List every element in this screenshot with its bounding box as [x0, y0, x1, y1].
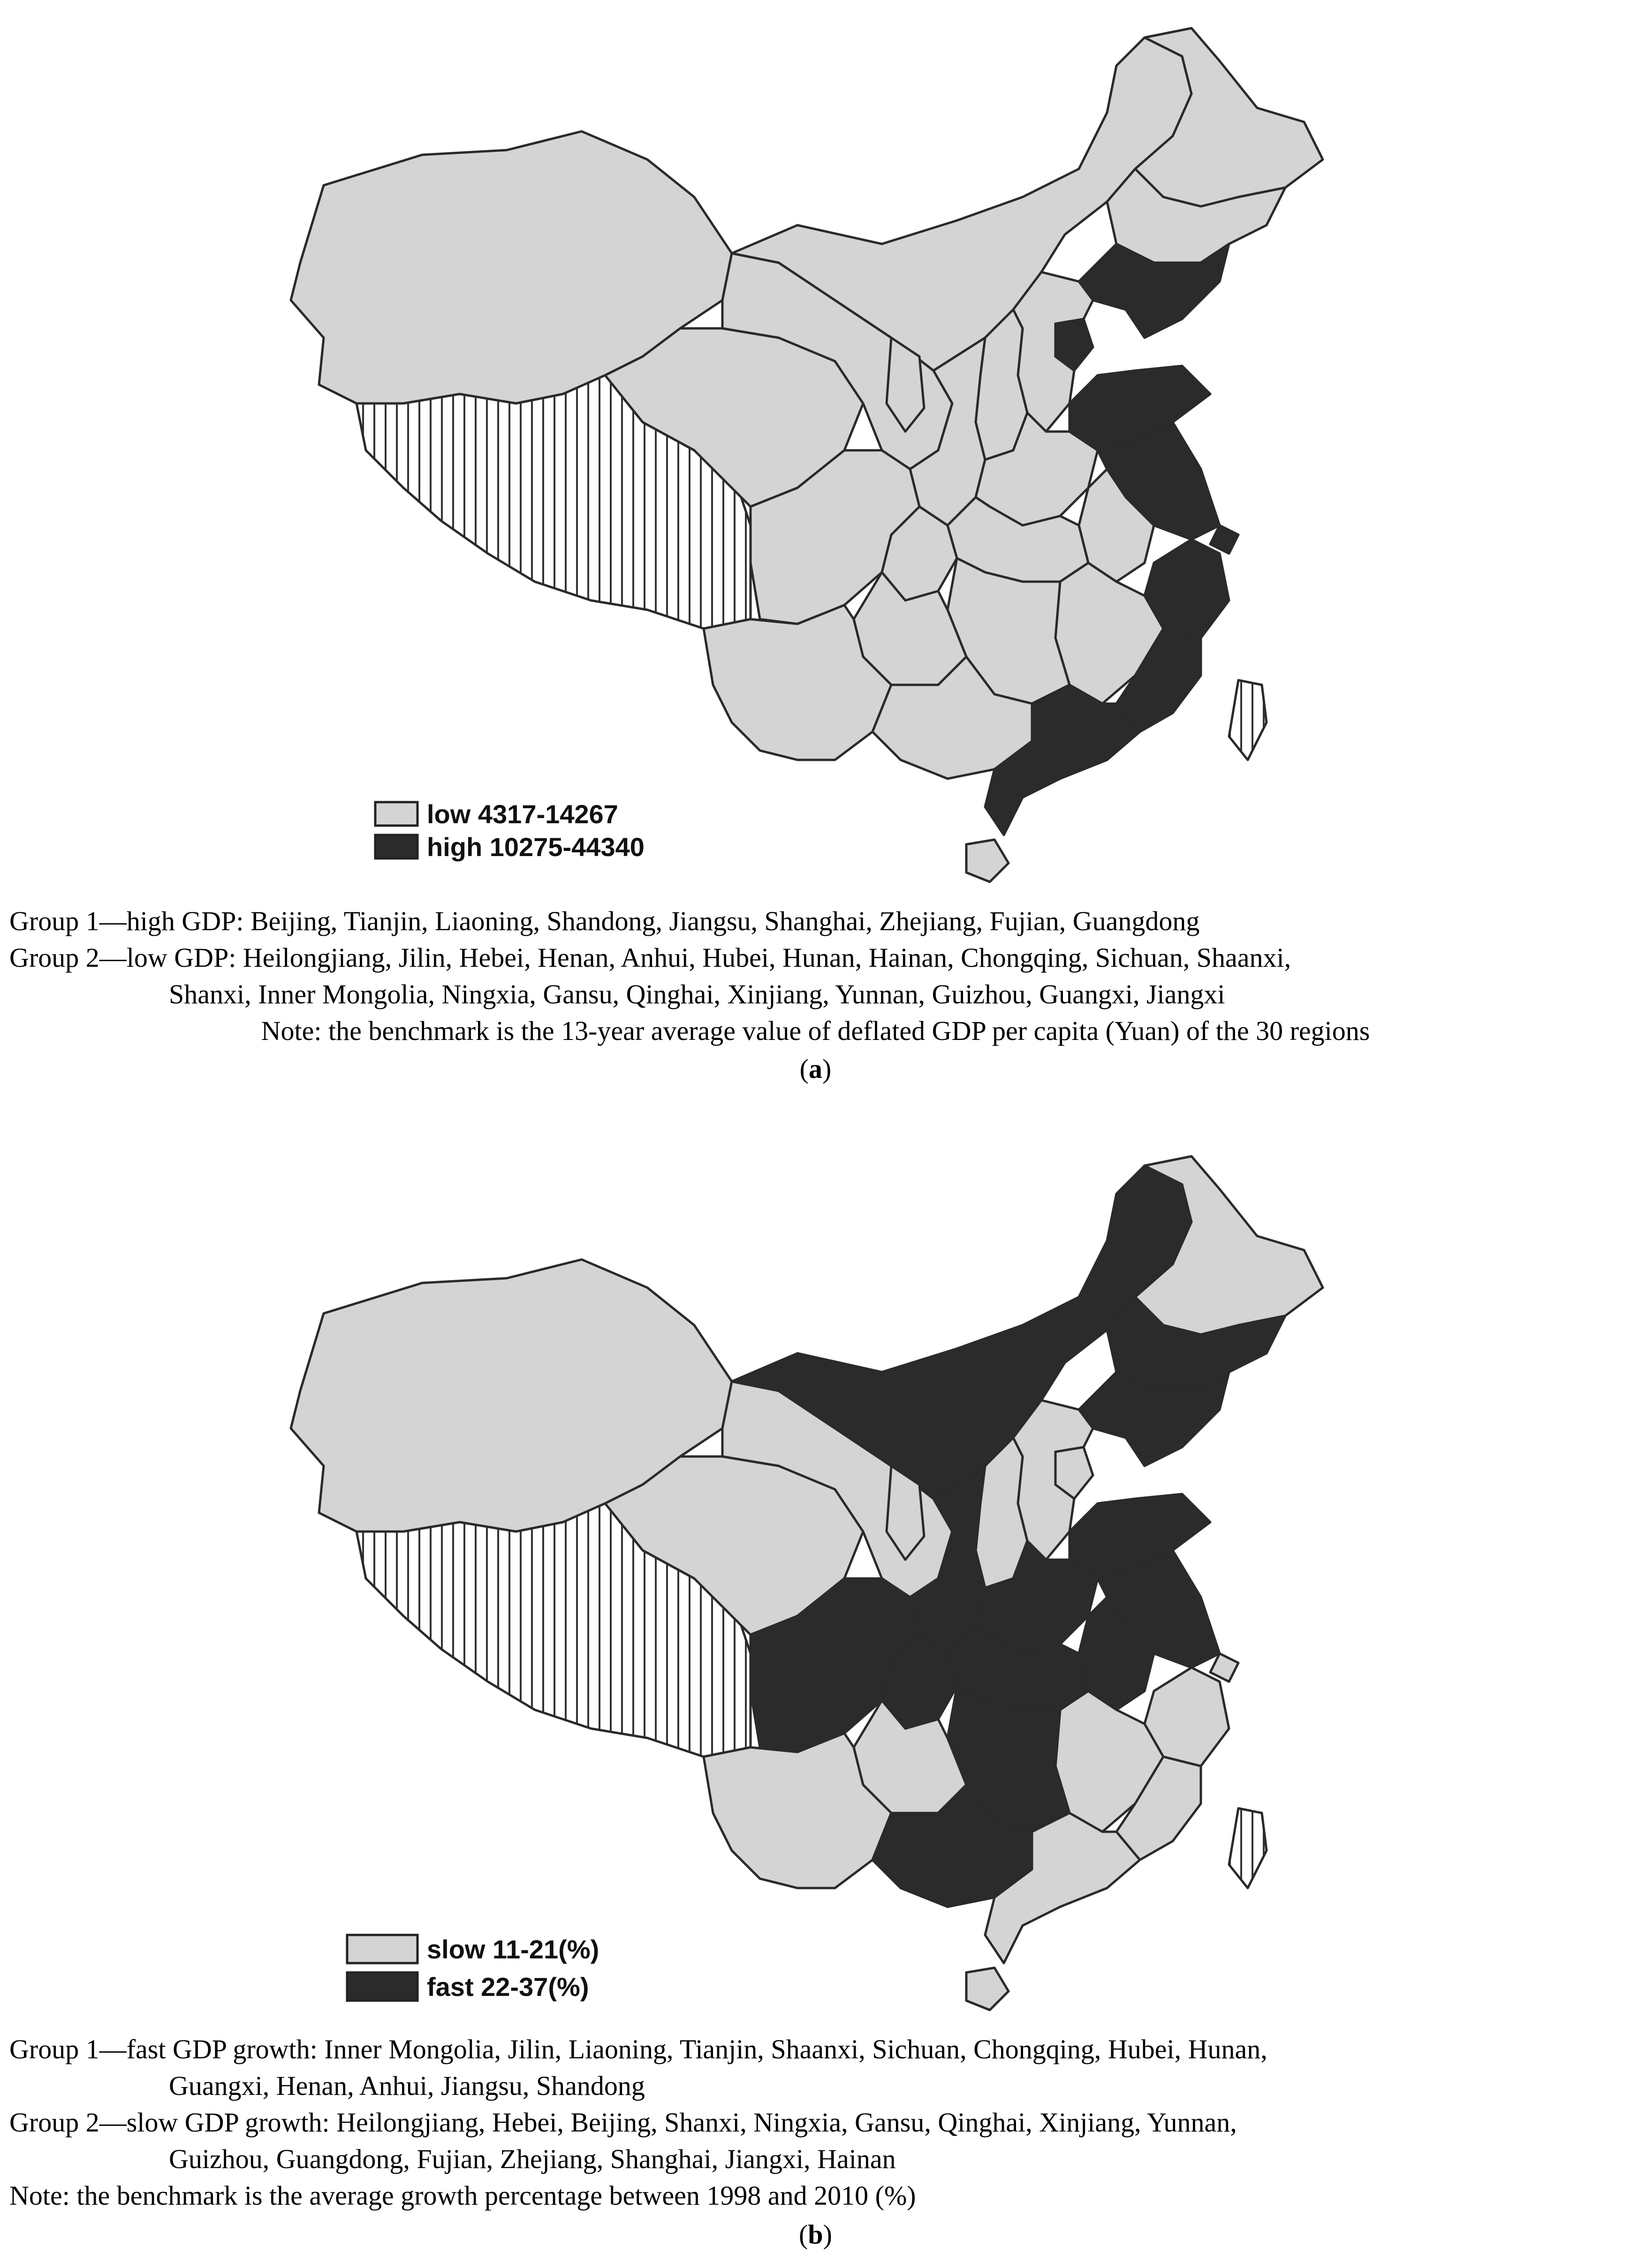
caption-b-label: (b) [799, 2219, 832, 2250]
legend-label-low: low 4317-14267 [427, 799, 618, 829]
caption-a-group2-line2: Shanxi, Inner Mongolia, Ningxia, Gansu, Qinghai, Xinjiang, Yunnan, Guizhou, Guangxi, Jiangxi [169, 979, 1225, 1009]
caption-b-group2-line1: Group 2—slow GDP growth: Heilongjiang, Hebei, Beijing, Shanxi, Ningxia, Gansu, Qinghai, Xinjiang, Yunnan, [9, 2107, 1237, 2138]
caption-b-group1-line1: Group 1—fast GDP growth: Inner Mongolia, Jilin, Liaoning, Tianjin, Shaanxi, Sichuan, Chongqing, Hubei, Hunan, [9, 2034, 1267, 2064]
caption-a-group2-line1: Group 2—low GDP: Heilongjiang, Jilin, Hebei, Henan, Anhui, Hubei, Hunan, Hainan, Chongqing, Sichuan, Shaanxi, [9, 942, 1291, 973]
caption-b-group1-line2: Guangxi, Henan, Anhui, Jiangsu, Shandong [169, 2071, 645, 2101]
legend-swatch-high [375, 835, 417, 858]
legend-swatch-slow [347, 1935, 417, 1963]
legend-swatch-low [375, 802, 417, 826]
caption-b-note: Note: the benchmark is the average growth percentage between 1998 and 2010 (%) [9, 2180, 916, 2211]
panel-b [0, 1128, 1631, 2268]
legend-swatch-fast [347, 1972, 417, 2001]
caption-a-label: (a) [799, 1054, 832, 1084]
caption-a-note: Note: the benchmark is the 13-year average value of deflated GDP per capita (Yuan) of the 30 regions [261, 1016, 1370, 1046]
legend-b [0, 1128, 1631, 2019]
legend-label-fast: fast 22-37(%) [427, 1972, 589, 2002]
legend-label-slow: slow 11-21(%) [427, 1934, 599, 1964]
legend-label-high: high 10275-44340 [427, 832, 645, 862]
caption-b-group2-line2: Guizhou, Guangdong, Fujian, Zhejiang, Shanghai, Jiangxi, Hainan [169, 2144, 896, 2174]
legend-a [0, 0, 1631, 891]
panel-a [0, 0, 1631, 1121]
caption-a-group1: Group 1—high GDP: Beijing, Tianjin, Liaoning, Shandong, Jiangsu, Shanghai, Zhejiang, Fujian, Guangdong [9, 906, 1200, 936]
